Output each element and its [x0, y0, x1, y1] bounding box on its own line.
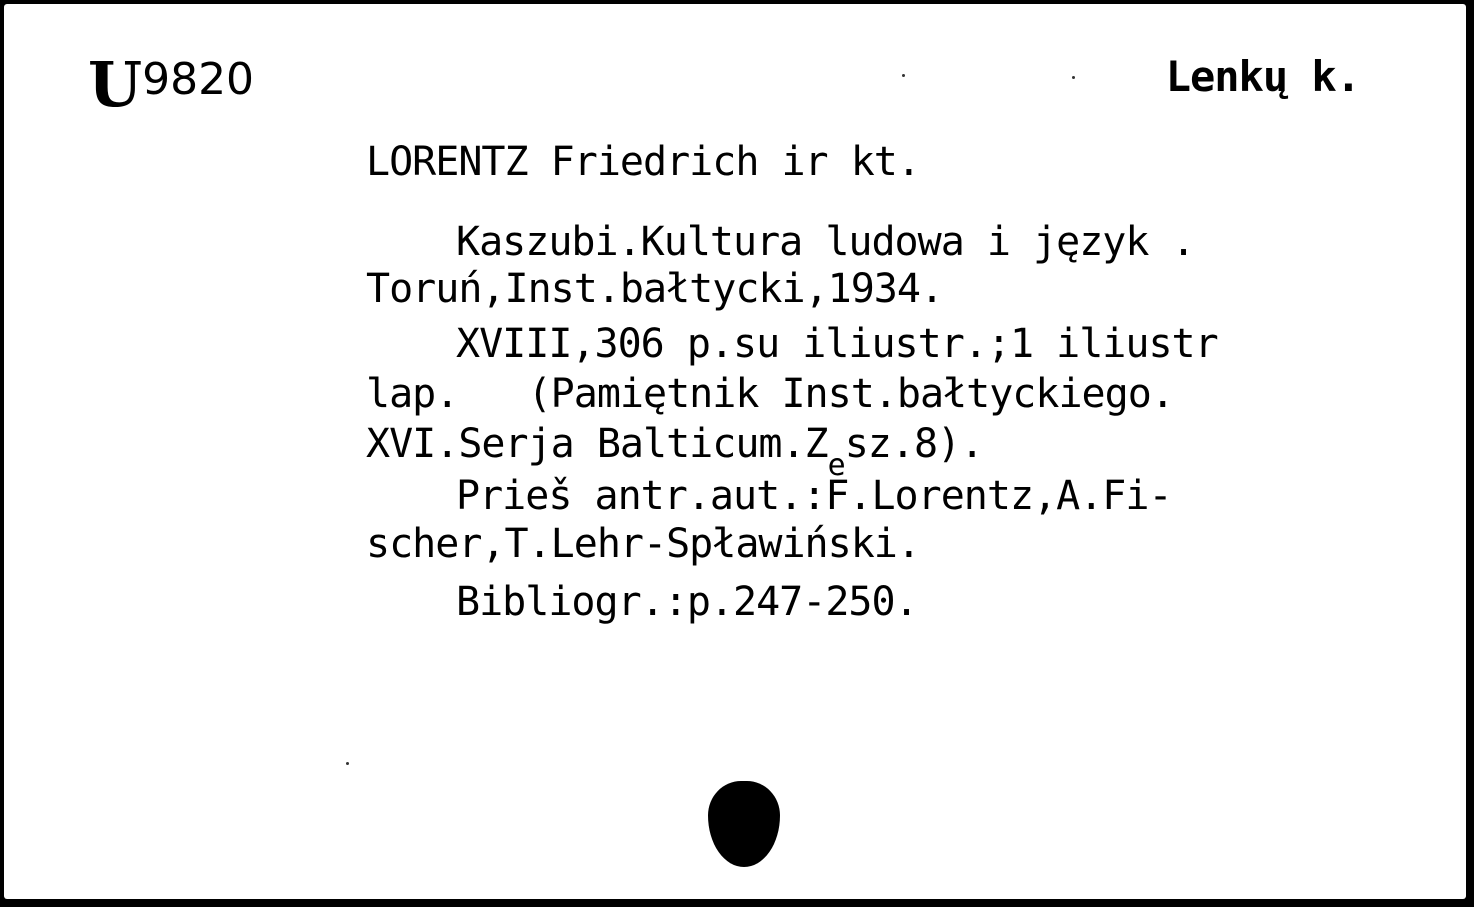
title-line-2: Toruń,Inst.bałtycki,1934. [366, 266, 944, 312]
bibliography-line: Bibliogr.:p.247-250. [456, 579, 918, 625]
ink-speck [1072, 76, 1075, 79]
author-line: LORENTZ Friedrich ir kt. [366, 139, 920, 185]
call-number-digits: 9820 [142, 54, 255, 105]
series-line [366, 421, 984, 483]
collation-line-1: XVIII,306 p.su iliustr.;1 iliustr [456, 321, 1218, 367]
catalog-card [4, 4, 1466, 899]
call-letter: U [88, 48, 141, 121]
collation-line-2: lap. (Pamiętnik Inst.bałtyckiego. [366, 371, 1174, 417]
subject-heading: Lenkų k. [1165, 52, 1360, 101]
title-line-1: Kaszubi.Kultura ludowa i język . [456, 219, 1195, 265]
series-part-1: XVI.Serja Balticum.Z [366, 421, 828, 467]
note-line-1: Prieš antr.aut.:F.Lorentz,A.Fi- [456, 473, 1172, 519]
series-subscript: e [827, 448, 845, 483]
punch-hole [708, 781, 780, 867]
ink-speck [902, 74, 905, 77]
ink-speck [346, 762, 349, 765]
call-number [88, 48, 255, 121]
note-line-2: scher,T.Lehr-Spławiński. [366, 521, 920, 567]
series-part-2: sz.8). [844, 421, 984, 467]
